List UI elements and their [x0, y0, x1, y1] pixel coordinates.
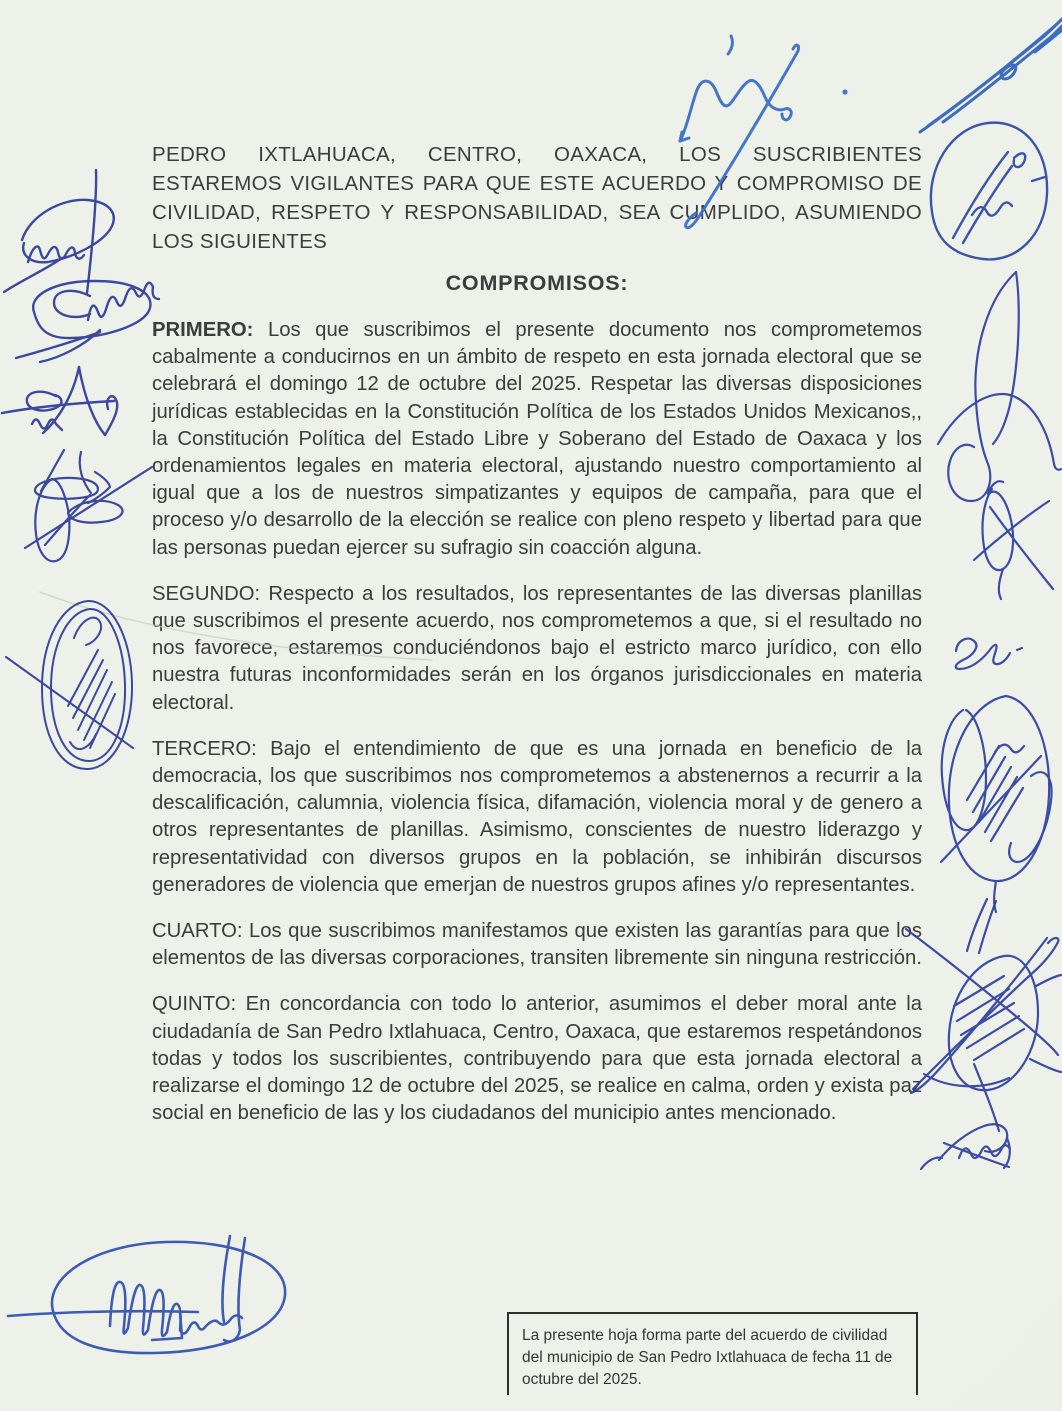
clause-quinto [152, 991, 922, 1127]
signature-right-oval-scribble [941, 696, 1052, 912]
clause-segundo [152, 581, 922, 717]
clause-tercero [152, 736, 922, 899]
signature-top-right-slashes [920, 19, 1062, 132]
signature-left-oval [6, 601, 133, 769]
clause-segundo-text: Respecto a los resultados, los representantes de las diversas planillas que suscribimos el presente acuerdo, nos comprometemos a que, si el resultado no nos favorece, estaremos conduciéndonos bajo el estricto marco jurídico, con ello nuestra futuras inconformidades serán en los órganos jurisdiccionales en materia electoral. [152, 582, 922, 714]
clause-primero-label: PRIMERO: [152, 319, 254, 341]
signature-left-3 [2, 367, 117, 435]
clause-primero-text: Los que suscribimos el presente documento nos comprometemos cabalmente a conducirnos en un ámbito de respeto en esta jornada electoral que se celebrará el domingo 12 de octubre del 2025. Respetar las diversas disposiciones jurídicas establecidas en la Constitución Política de los Estados Unidos Mexicanos,, la Constitución Política del Estado Libre y Soberano del Estado de Oaxaca y los ordenamientos legales en materia electoral, ajustando nuestro comportamiento al igual que a los de nuestros simpatizantes y equipos de campaña, para que el proceso y/o desarrollo de la elección se realice con pleno respeto y libertad para que las personas puedan ejercer su sufragio sin coacción alguna. [152, 319, 922, 559]
clause-quinto-label: QUINTO: [152, 993, 237, 1016]
signature-right-tall-loop [938, 272, 1061, 501]
intro-paragraph: PEDRO IXTLAHUACA, CENTRO, OAXACA, LOS SUSCRIBIENTES ESTAREMOS VIGILANTES PARA QUE ESTE ACUERDO Y COMPROMISO DE CIVILIDAD, RESPETO Y RESPONSABILIDAD, SEA CUMPLIDO, ASUMIENDO LOS SIGUIENTES [152, 143, 922, 253]
clause-cuarto-text: Los que suscribimos manifestamos que existen las garantías para que los elementos de las diversas corporaciones, transiten libremente sin ninguna restricción. [152, 920, 922, 970]
signature-top-right-circle [931, 123, 1047, 260]
clause-tercero-text: Bajo el entendimiento de que es una jornada en beneficio de la democracia, los que suscribimos nos comprometemos a abstenernos a recurrir a la descalificación, calumnia, violencia física, difamación, violencia moral y de genero a otros representantes de planillas. Asimismo, conscientes de nuestro liderazgo y representatividad con diversos grupos en la población, se inhibirán discursos generadores de violencia que emerjan de nuestros grupos afines y/o representantes. [152, 737, 923, 896]
clause-quinto-text: En concordancia con todo lo anterior, asumimos el deber moral ante la ciudadanía de San Pedro Ixtlahuaca, Centro, Oaxaca, que estaremos respetándonos todas y todos los suscribientes, contribuyendo para que esta jornada electoral a realizarse el domingo 12 de octubre del 2025, se realice en calma, orden y exista paz social en beneficio de las y los ciudadanos del municipio antes mencionado. [152, 993, 922, 1125]
clause-cuarto-label: CUARTO: [152, 920, 243, 943]
section-title: COMPROMISOS: [445, 271, 629, 295]
signature-right-small-2 [921, 1124, 1010, 1169]
footer-note-text: La presente hoja forma parte del acuerdo de civilidad del municipio de San Pedro Ixtlahuaca de fecha 11 de octubre del 2025. [522, 1327, 893, 1388]
signature-left-2 [16, 281, 159, 362]
footer-note-box [507, 1312, 918, 1395]
signature-right-small-x [974, 481, 1053, 599]
clause-tercero-label: TERCERO: [152, 737, 257, 760]
clause-cuarto [152, 918, 922, 972]
signature-left-1 [4, 170, 114, 293]
signature-left-4 [25, 450, 152, 561]
text-column [152, 140, 922, 1127]
signature-right-26 [956, 639, 1022, 669]
signature-bottom-left [8, 1236, 285, 1353]
signature-right-x-scribble [906, 899, 1061, 1131]
clause-primero [152, 317, 922, 562]
clause-segundo-label: SEGUNDO: [152, 582, 261, 605]
